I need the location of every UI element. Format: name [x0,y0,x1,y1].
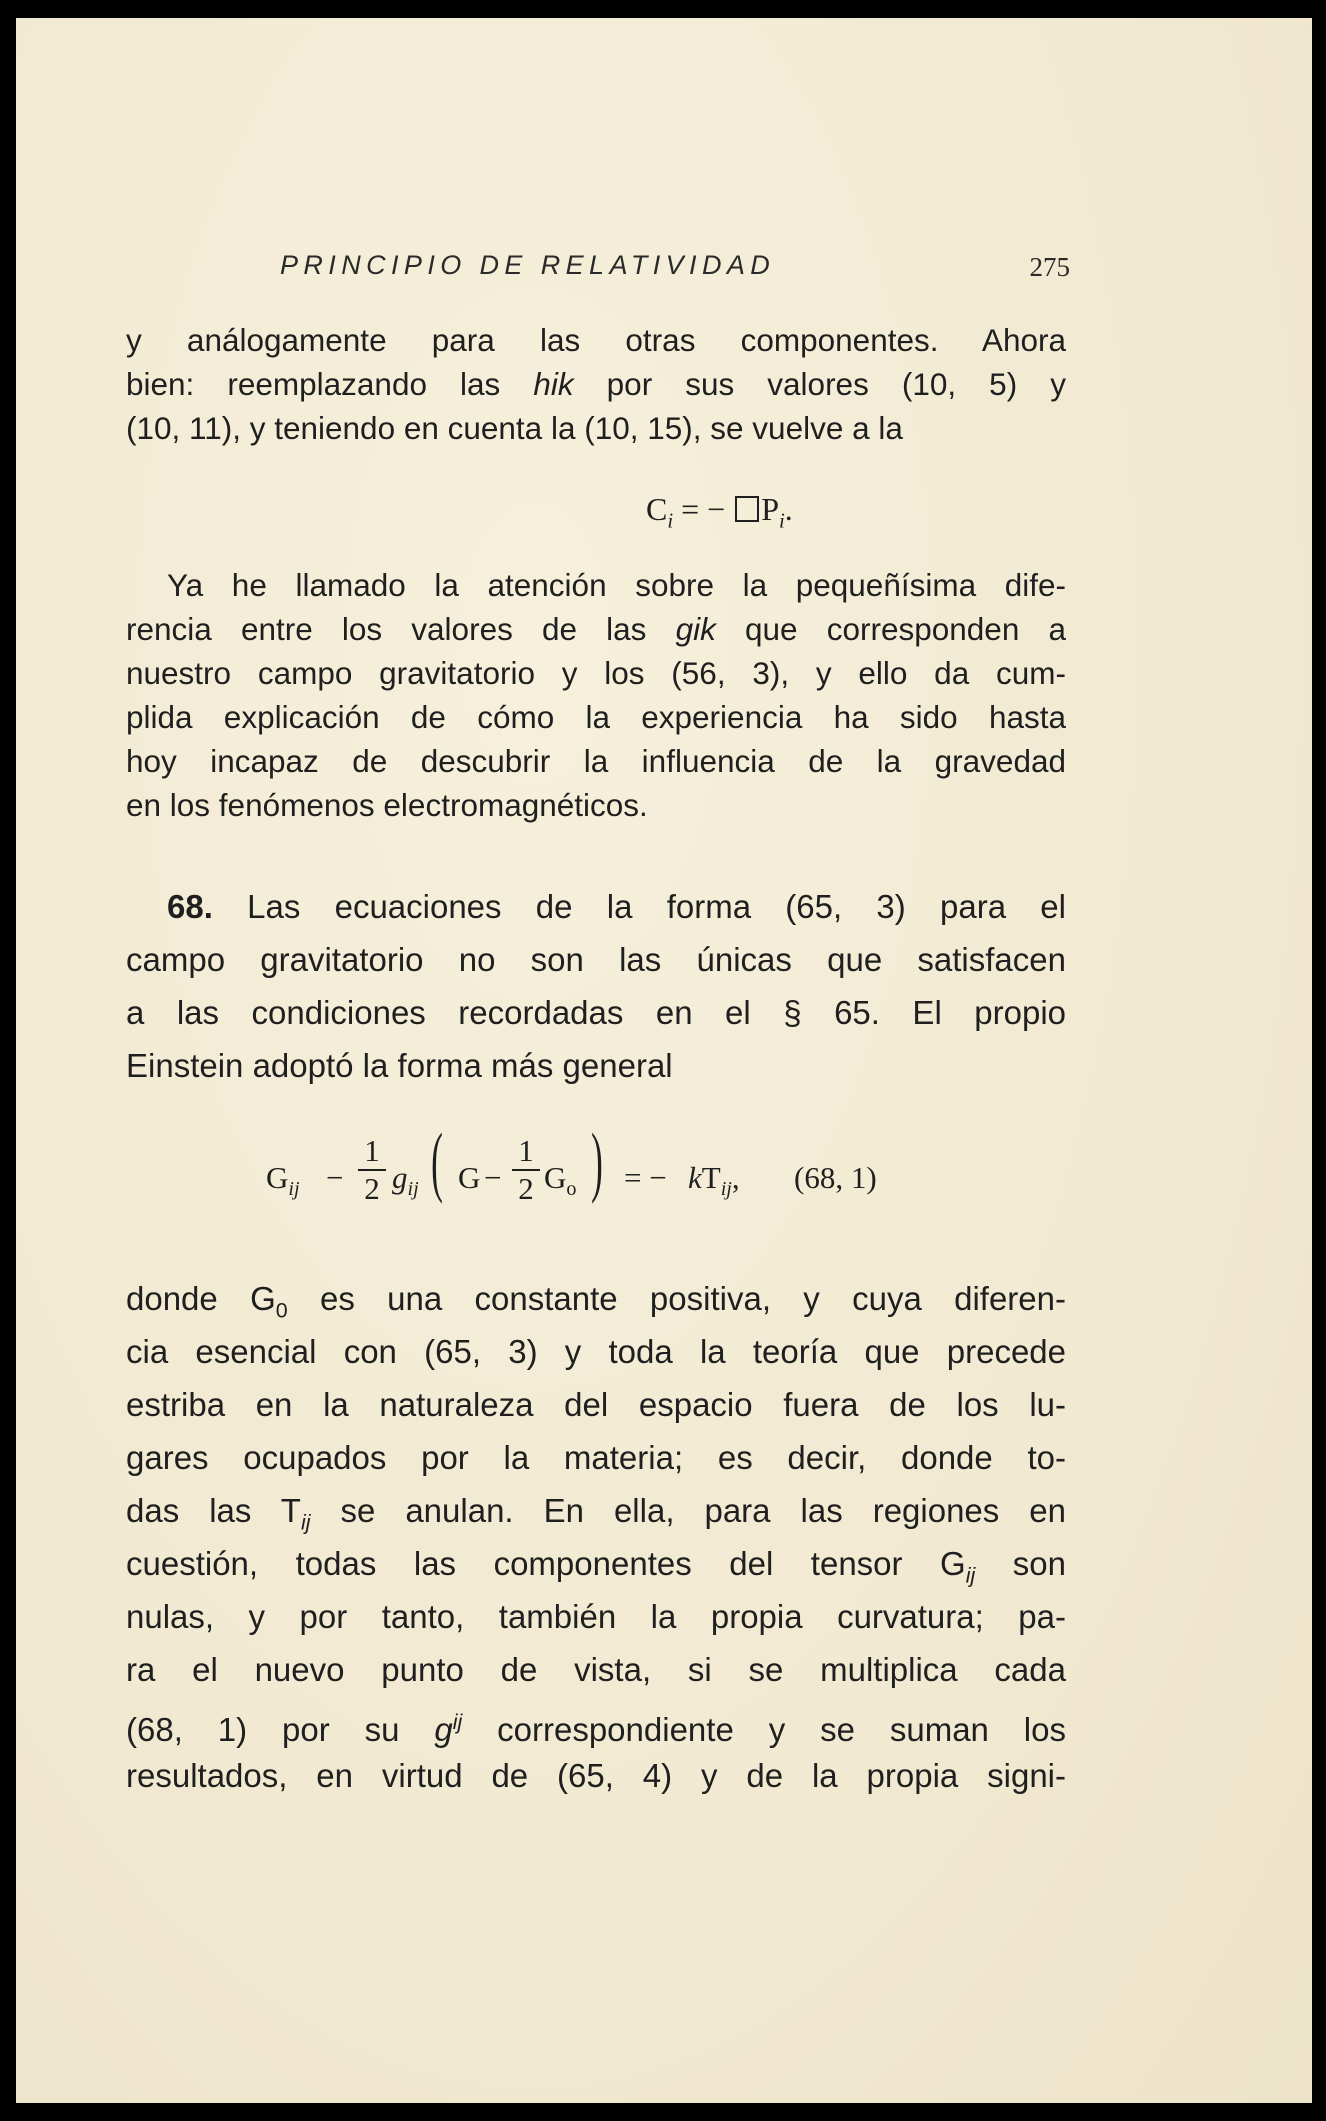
text-line: estriba en la naturaleza del espacio fuera de los lu- [126,1386,1066,1423]
text-line: donde $G_0$ es una constante positiva, y cuya diferen- [126,1280,1066,1323]
paragraph-1 [126,318,1066,450]
running-head [126,250,1074,294]
running-title: PRINCIPIO DE RELATIVIDAD [280,250,776,280]
dalembertian-box-icon [735,496,759,522]
fraction-one-half: 1 2 [512,1136,540,1204]
text-line: (68, 1) por su $g^{ij}$ correspondiente y se suman los [126,1710,1066,1748]
book-page [16,18,1312,2103]
text-line: a las condiciones recordadas en el § 65. El propio [126,994,1066,1031]
text-line: Einstein adoptó la forma más general [126,1047,673,1084]
text-line: gares ocupados por la materia; es decir, donde to- [126,1439,1066,1476]
text-line: Ya he llamado la atención sobre la pequeñísima dife- [167,567,1066,603]
fraction-one-half: 1 2 [358,1136,386,1204]
text-line: hoy incapaz de descubrir la influencia de la gravedad [126,743,1066,779]
text-line: rencia entre los valores de las gik que corresponden a [126,611,1066,647]
text-line: cuestión, todas las componentes del tensor $G_{ij}$ son [126,1545,1067,1588]
text-line: y análogamente para las otras componentes. Ahora [126,322,1066,358]
text-line: campo gravitatorio no son las únicas que satisfacen [126,941,1066,978]
text-line: nuestro campo gravitatorio y los (56, 3), y ello da cum- [126,655,1066,691]
text-line: ra el nuevo punto de vista, si se multiplica cada [126,1651,1066,1688]
text-line: 68. Las ecuaciones de la forma (65, 3) para el [167,888,1066,925]
text-line: en los fenómenos electromagnéticos. [126,787,648,823]
text-line: nulas, y por tanto, también la propia curvatura; pa- [126,1598,1066,1635]
paragraph-3 [126,880,1066,1092]
text-line: bien: reemplazando las hik por sus valores (10, 5) y [126,366,1066,402]
variable-hik: hik [533,366,574,402]
equation-ci: $C_i$ = − $P_i$. [646,491,793,533]
equation-68-1: $G_{ij}$ − 1 2 $g_{ij}$ ( G − 1 2 $G_o$ ) = − $kT_{ij}$, (68, 1) [266,1117,877,1206]
equation-label: (68, 1) [794,1160,877,1195]
paragraph-2 [126,563,1066,827]
text-line: plida explicación de cómo la experiencia ha sido hasta [126,699,1066,735]
page-number: 275 [1029,252,1070,282]
text-line: cia esencial con (65, 3) y toda la teoría que precede [126,1333,1066,1370]
section-number: 68. [167,888,213,925]
variable-gik: gik [675,611,716,647]
text-line: (10, 11), y teniendo en cuenta la (10, 15), se vuelve a la [126,410,903,446]
text-line: resultados, en virtud de (65, 4) y de la propia signi- [126,1757,1066,1794]
paragraph-4 [126,1272,1066,1802]
text-line: das las $T_{ij}$ se anulan. En ella, para las regiones en [126,1492,1066,1535]
